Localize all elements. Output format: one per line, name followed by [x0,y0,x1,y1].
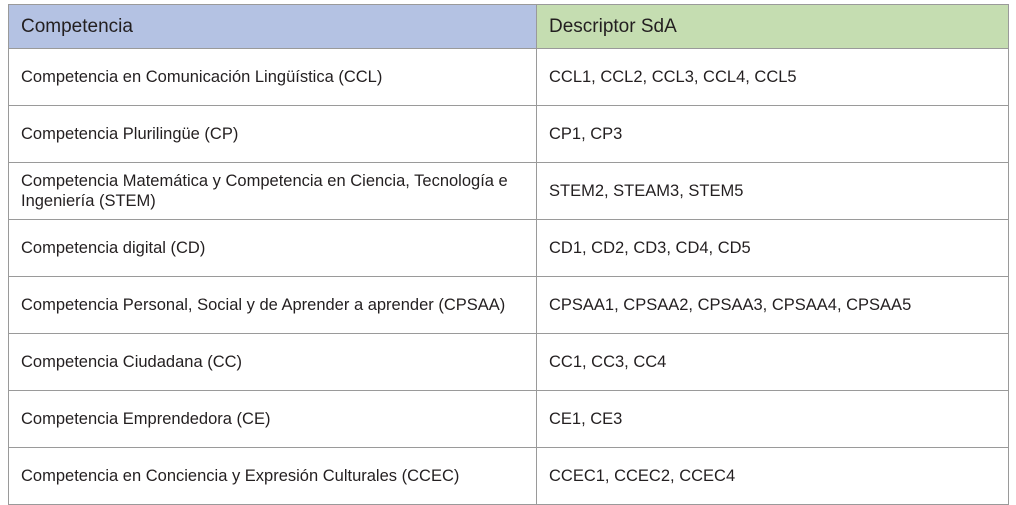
competencias-table [8,4,1009,505]
cell-competencia: Competencia Plurilingüe (CP) [9,106,537,163]
cell-competencia: Competencia en Conciencia y Expresión Culturales (CCEC) [9,448,537,505]
cell-descriptor: CD1, CD2, CD3, CD4, CD5 [537,220,1009,277]
column-header-descriptor: Descriptor SdA [537,5,1009,49]
table-row [9,277,1009,334]
table-row [9,163,1009,220]
table-header-row [9,5,1009,49]
cell-descriptor: CCEC1, CCEC2, CCEC4 [537,448,1009,505]
cell-competencia: Competencia Emprendedora (CE) [9,391,537,448]
cell-descriptor: CE1, CE3 [537,391,1009,448]
cell-competencia: Competencia Personal, Social y de Aprender a aprender (CPSAA) [9,277,537,334]
cell-competencia: Competencia Matemática y Competencia en Ciencia, Tecnología e Ingeniería (STEM) [9,163,537,220]
cell-descriptor: CPSAA1, CPSAA2, CPSAA3, CPSAA4, CPSAA5 [537,277,1009,334]
table-row [9,106,1009,163]
table-body [9,49,1009,505]
cell-descriptor: STEM2, STEAM3, STEM5 [537,163,1009,220]
cell-descriptor: CC1, CC3, CC4 [537,334,1009,391]
table-row [9,334,1009,391]
table-row [9,220,1009,277]
table-row [9,448,1009,505]
cell-descriptor: CP1, CP3 [537,106,1009,163]
column-header-competencia: Competencia [9,5,537,49]
table-header [9,5,1009,49]
cell-descriptor: CCL1, CCL2, CCL3, CCL4, CCL5 [537,49,1009,106]
table-row [9,391,1009,448]
cell-competencia: Competencia digital (CD) [9,220,537,277]
cell-competencia: Competencia Ciudadana (CC) [9,334,537,391]
cell-competencia: Competencia en Comunicación Lingüística (CCL) [9,49,537,106]
table-row [9,49,1009,106]
